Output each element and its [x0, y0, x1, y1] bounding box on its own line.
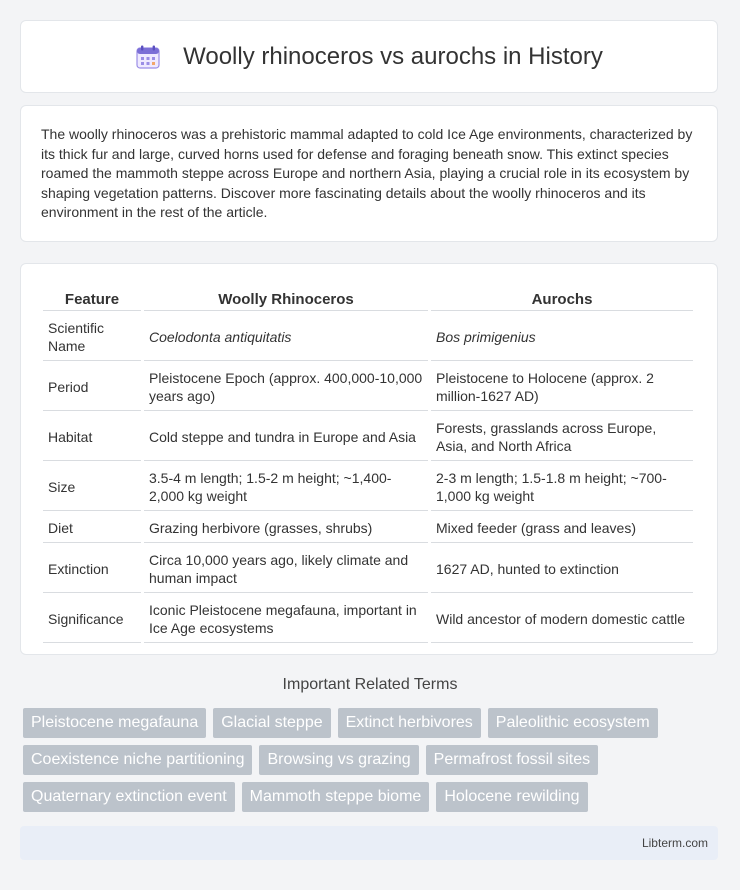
- footer: [20, 826, 718, 860]
- table-row: [43, 546, 693, 593]
- rhino-cell: Pleistocene Epoch (approx. 400,000-10,000 years ago): [144, 364, 428, 411]
- header-feature: Feature: [43, 287, 141, 311]
- aurochs-cell: Forests, grasslands across Europe, Asia, and North Africa: [431, 414, 693, 461]
- tag-paleolithic-ecosystem[interactable]: Paleolithic ecosystem: [488, 708, 658, 738]
- rhino-cell: 3.5-4 m length; 1.5-2 m height; ~1,400-2,000 kg weight: [144, 464, 428, 511]
- tag-row: [23, 782, 723, 812]
- aurochs-cell: Pleistocene to Holocene (approx. 2 million-1627 AD): [431, 364, 693, 411]
- feature-cell: Significance: [43, 596, 141, 643]
- related-terms-list: [23, 708, 723, 819]
- table-row: [43, 314, 693, 361]
- rhino-cell: Circa 10,000 years ago, likely climate and human impact: [144, 546, 428, 593]
- tag-browsing-vs-grazing[interactable]: Browsing vs grazing: [259, 745, 418, 775]
- footer-brand-link[interactable]: Libterm.com: [641, 836, 708, 850]
- table-header-row: [43, 287, 693, 311]
- feature-cell: Period: [43, 364, 141, 411]
- rhino-cell: Cold steppe and tundra in Europe and Asia: [144, 414, 428, 461]
- table-row: [43, 464, 693, 511]
- feature-cell: Size: [43, 464, 141, 511]
- rhino-cell: Iconic Pleistocene megafauna, important in Ice Age ecosystems: [144, 596, 428, 643]
- rhino-cell: Grazing herbivore (grasses, shrubs): [144, 514, 428, 543]
- tag-permafrost-fossil-sites[interactable]: Permafrost fossil sites: [426, 745, 598, 775]
- aurochs-cell: Wild ancestor of modern domestic cattle: [431, 596, 693, 643]
- feature-cell: Extinction: [43, 546, 141, 593]
- feature-cell: Habitat: [43, 414, 141, 461]
- header-woolly-rhinoceros: Woolly Rhinoceros: [144, 287, 428, 311]
- table-row: [43, 514, 693, 543]
- aurochs-cell: Mixed feeder (grass and leaves): [431, 514, 693, 543]
- comparison-table: [40, 284, 696, 646]
- calendar-icon: [135, 44, 161, 70]
- rhino-cell: Coelodonta antiquitatis: [144, 314, 428, 361]
- table-row: [43, 414, 693, 461]
- aurochs-cell: 2-3 m length; 1.5-1.8 m height; ~700-1,000 kg weight: [431, 464, 693, 511]
- feature-cell: Diet: [43, 514, 141, 543]
- intro-card: [20, 105, 718, 242]
- comparison-table-card: [20, 263, 718, 655]
- feature-cell: Scientific Name: [43, 314, 141, 361]
- header-card: [20, 20, 718, 93]
- related-terms-title: Important Related Terms: [282, 676, 458, 693]
- tag-mammoth-steppe-biome[interactable]: Mammoth steppe biome: [242, 782, 430, 812]
- aurochs-cell: Bos primigenius: [431, 314, 693, 361]
- tag-row: [23, 708, 723, 738]
- tag-glacial-steppe[interactable]: Glacial steppe: [213, 708, 330, 738]
- aurochs-cell: 1627 AD, hunted to extinction: [431, 546, 693, 593]
- page-title: Woolly rhinoceros vs aurochs in History: [183, 42, 603, 70]
- intro-paragraph: The woolly rhinoceros was a prehistoric mammal adapted to cold Ice Age environments, characterized by its thick fur and large, curved horns used for defense and foraging beneath snow. This extinct species roamed the mammoth steppe across Europe and northern Asia, playing a crucial role in its ecosystem by shaping vegetation patterns. Discover more fascinating details about the woolly rhinoceros and its environment in the rest of the article.: [41, 126, 693, 221]
- tag-pleistocene-megafauna[interactable]: Pleistocene megafauna: [23, 708, 206, 738]
- tag-quaternary-extinction-event[interactable]: Quaternary extinction event: [23, 782, 235, 812]
- table-row: [43, 596, 693, 643]
- table-row: [43, 364, 693, 411]
- tag-extinct-herbivores[interactable]: Extinct herbivores: [338, 708, 481, 738]
- tag-holocene-rewilding[interactable]: Holocene rewilding: [436, 782, 587, 812]
- header-aurochs: Aurochs: [431, 287, 693, 311]
- tag-row: [23, 745, 723, 775]
- tag-coexistence-niche-partitioning[interactable]: Coexistence niche partitioning: [23, 745, 252, 775]
